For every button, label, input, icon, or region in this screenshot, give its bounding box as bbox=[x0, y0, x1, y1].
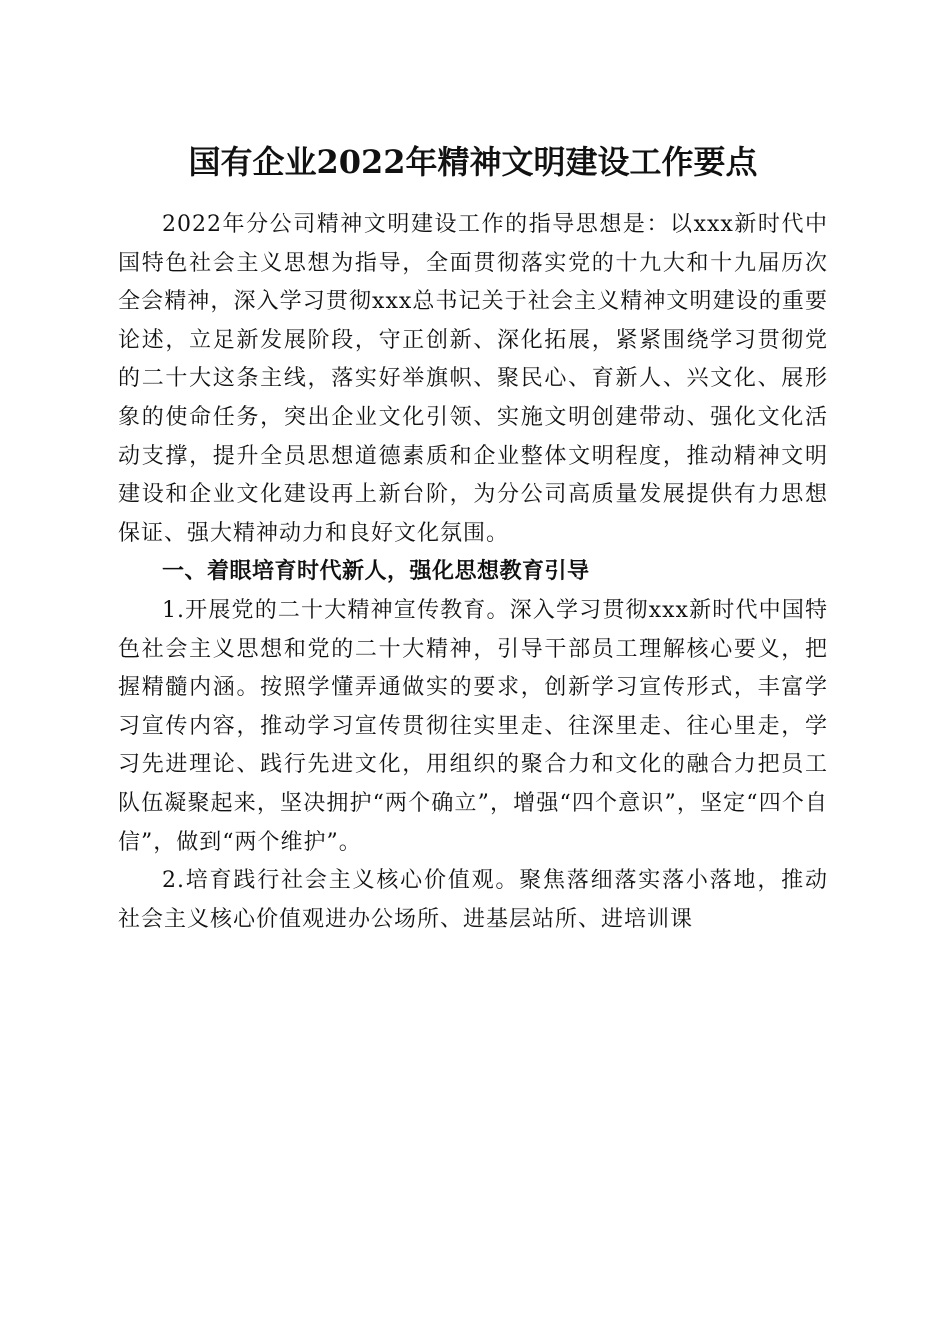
intro-paragraph: 2022年分公司精神文明建设工作的指导思想是：以xxx新时代中国特色社会主义思想为指导，全面贯彻落实党的十九大和十九届历次全会精神，深入学习贯彻xxx总书记关于社会主义精神文明建设的重要论述，立足新发展阶段，守正创新、深化拓展，紧紧围绕学习贯彻党的二十大这条主线，落实好举旗帜、聚民心、育新人、兴文化、展形象的使命任务，突出企业文化引领、实施文明创建带动、强化文化活动支撑，提升全员思想道德素质和企业整体文明程度，推动精神文明建设和企业文化建设再上新台阶，为分公司高质量发展提供有力思想保证、强大精神动力和良好文化氛围。 bbox=[118, 212, 828, 546]
document-body bbox=[118, 206, 828, 939]
item-paragraph-1: 1.开展党的二十大精神宣传教育。深入学习贯彻xxx新时代中国特色社会主义思想和党的二十大精神，引导干部员工理解核心要义，把握精髓内涵。按照学懂弄通做实的要求，创新学习宣传形式，丰富学习宣传内容，推动学习宣传贯彻往实里走、往深里走、往心里走，学习先进理论、践行先进文化，用组织的聚合力和文化的融合力把员工队伍凝聚起来，坚决拥护“两个确立”，增强“四个意识”，坚定“四个自信”，做到“两个维护”。 bbox=[118, 597, 828, 855]
section-heading: 一、着眼培育时代新人，强化思想教育引导 bbox=[162, 559, 590, 585]
document-title: 国有企业2022年精神文明建设工作要点 bbox=[188, 143, 758, 181]
item-paragraph-2: 2.培育践行社会主义核心价值观。聚焦落细落实落小落地，推动社会主义核心价值观进办公场所、进基层站所、进培训课 bbox=[118, 868, 828, 932]
